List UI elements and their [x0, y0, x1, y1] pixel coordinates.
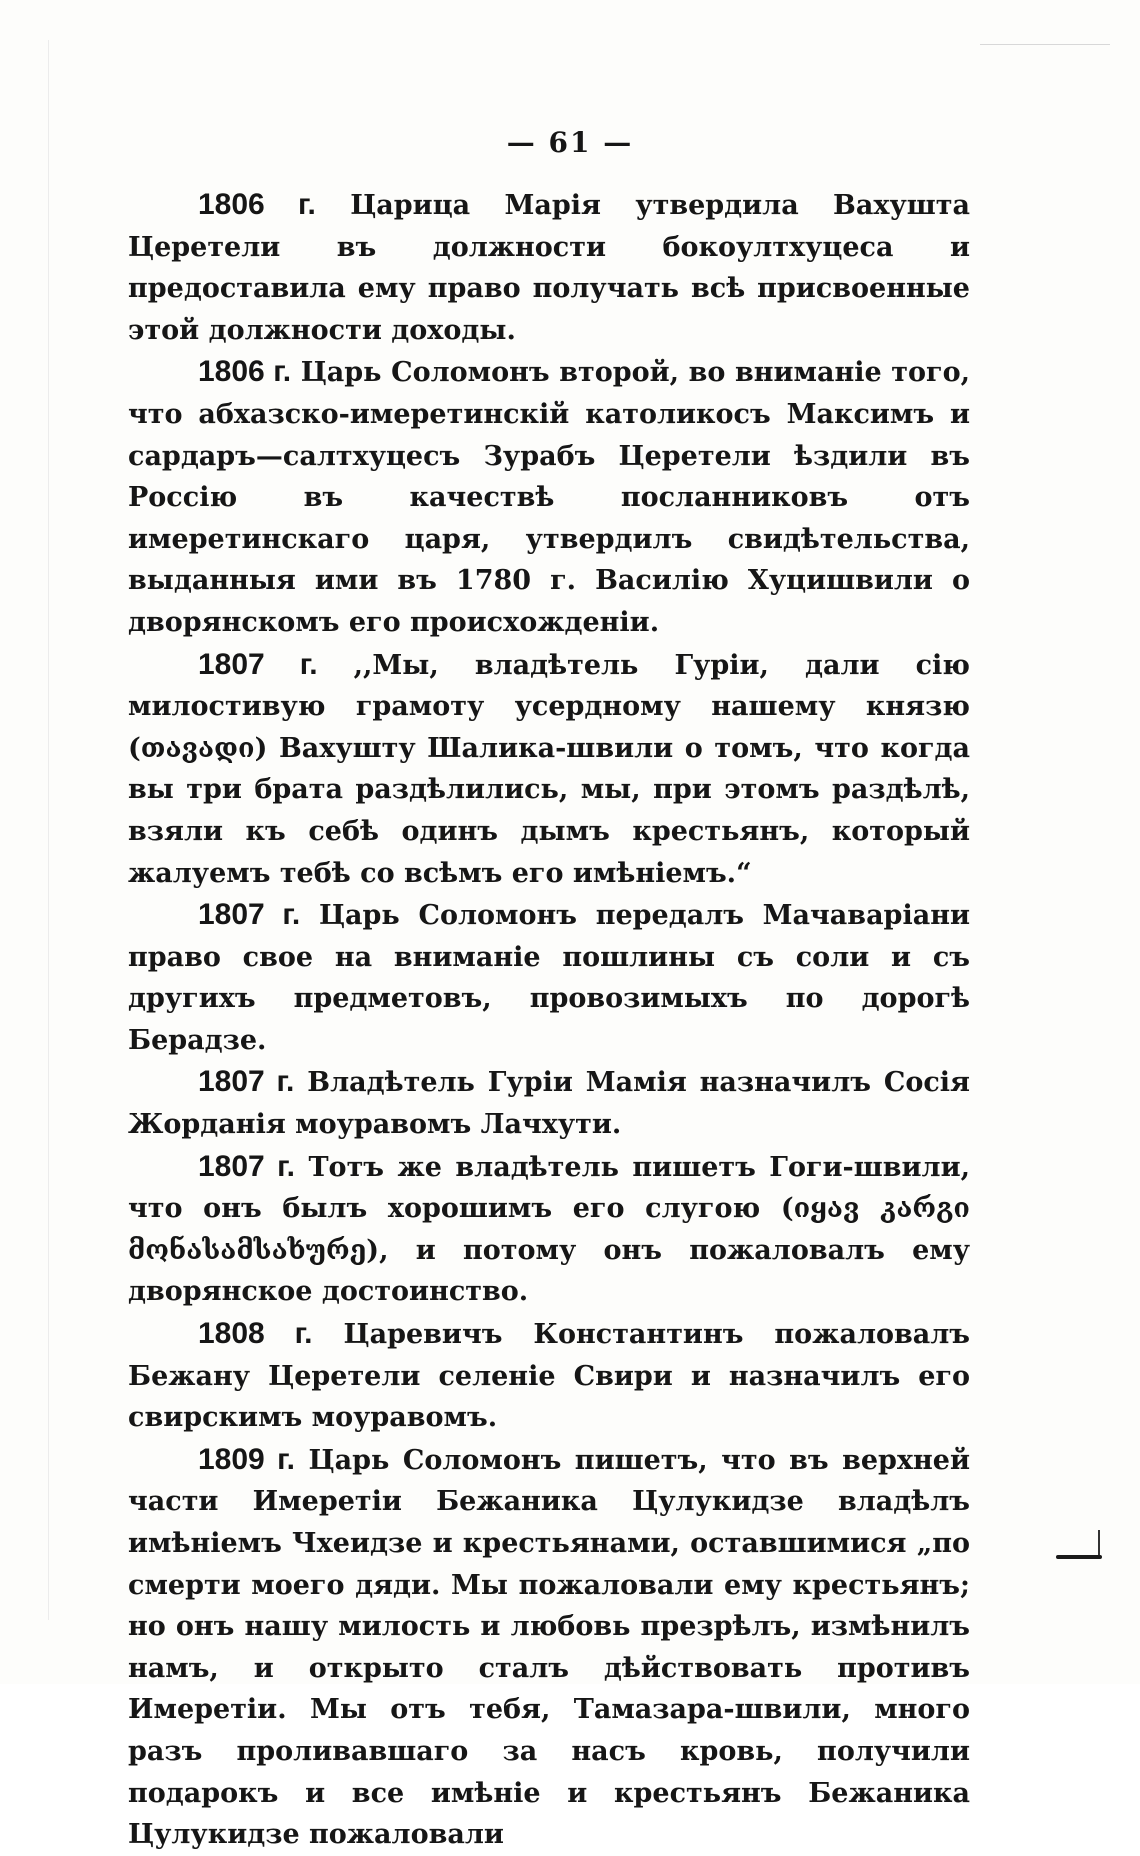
entry-text: ,,Мы, владѣтель Гуріи, дали сію милостивую грамоту усердному нашему князю (თავადი) Вахушту Шалика-швили о томъ, что когда вы три брата раздѣлились, мы, при этомъ раздѣлѣ, взяли къ себѣ одинъ дымъ крестьянъ, который жалуемъ тебѣ со всѣмъ его имѣніемъ.“	[128, 649, 970, 889]
chronicle-entry	[128, 894, 970, 1061]
entry-year: 1807 г.	[198, 1065, 295, 1099]
scan-edge-mark	[1098, 1530, 1100, 1558]
entry-year: 1807 г.	[198, 898, 301, 932]
entry-text: Царевичъ Константинъ пожаловалъ Бежану Церетели селеніе Свири и назначилъ его свирскимъ моуравомъ.	[128, 1319, 971, 1434]
chronicle-entry	[128, 1313, 970, 1439]
scan-edge-mark	[1056, 1555, 1102, 1559]
entry-year: 1807 г.	[198, 647, 318, 681]
entry-year: 1807 г.	[198, 1149, 295, 1183]
entry-year: 1808 г.	[198, 1317, 313, 1351]
entry-text: Царь Соломонъ второй, во вниманіе того, что абхазско-имеретинскій католикосъ Максимъ и сардаръ—салтхуцесъ Зурабъ Церетели ѣздили въ Россію въ качествѣ посланниковъ отъ имеретинскаго царя, утвердилъ свидѣтельства, выданныя ими въ 1780 г. Василію Хуцишвили о дворянскомъ его происхожденіи.	[128, 357, 970, 638]
entry-text: Царица Марія утвердила Вахушта Церетели въ должности бокоултхуцеса и предоставила ему право получать всѣ присвоенные этой должности доходы.	[128, 190, 970, 346]
entry-text: Владѣтель Гуріи Мамія назначилъ Сосія Жорданія моуравомъ Лачхути.	[128, 1067, 970, 1141]
chronicle-entry	[128, 351, 970, 643]
body-text	[128, 184, 970, 1856]
chronicle-entry	[128, 1146, 970, 1313]
entry-text: Тотъ же владѣтель пишетъ Гоги-швили, что онъ былъ хорошимъ его слугою (იყავ კარგი მონასამსახურე), и потому онъ пожаловалъ ему дворянское достоинство.	[128, 1151, 971, 1308]
chronicle-entry	[128, 184, 970, 351]
entry-text: Царь Соломонъ передалъ Мачаваріани право свое на вниманіе пошлины съ соли и съ другихъ предметовъ, провозимыхъ по дорогѣ Берадзе.	[128, 900, 970, 1056]
entry-text: Царь Соломонъ пишетъ, что въ верхней части Имеретіи Бежаника Цулукидзе владѣлъ имѣніемъ Чхеидзе и крестьянами, оставшимися „по смерти моего дяди. Мы пожаловали ему крестьянъ; но онъ нашу милость и любовь презрѣлъ, измѣнилъ намъ, и открыто сталъ дѣйствовать противъ Имеретіи. Мы отъ тебя, Тамазара-швили, много разъ проливавшаго за насъ кровь, получили подарокъ и все имѣніе и крестьянъ Бежаника Цулукидзе пожаловали	[128, 1444, 971, 1851]
entry-year: 1806 г.	[198, 188, 316, 221]
entry-year: 1806 г.	[198, 355, 292, 389]
chronicle-entry	[128, 1439, 970, 1856]
chronicle-entry	[128, 644, 970, 895]
entry-year: 1809 г.	[198, 1442, 296, 1476]
page-edge-line	[980, 44, 1110, 45]
chronicle-entry	[128, 1061, 970, 1145]
page-number: — 61 —	[506, 126, 634, 159]
page-edge-shadow	[48, 40, 49, 1620]
